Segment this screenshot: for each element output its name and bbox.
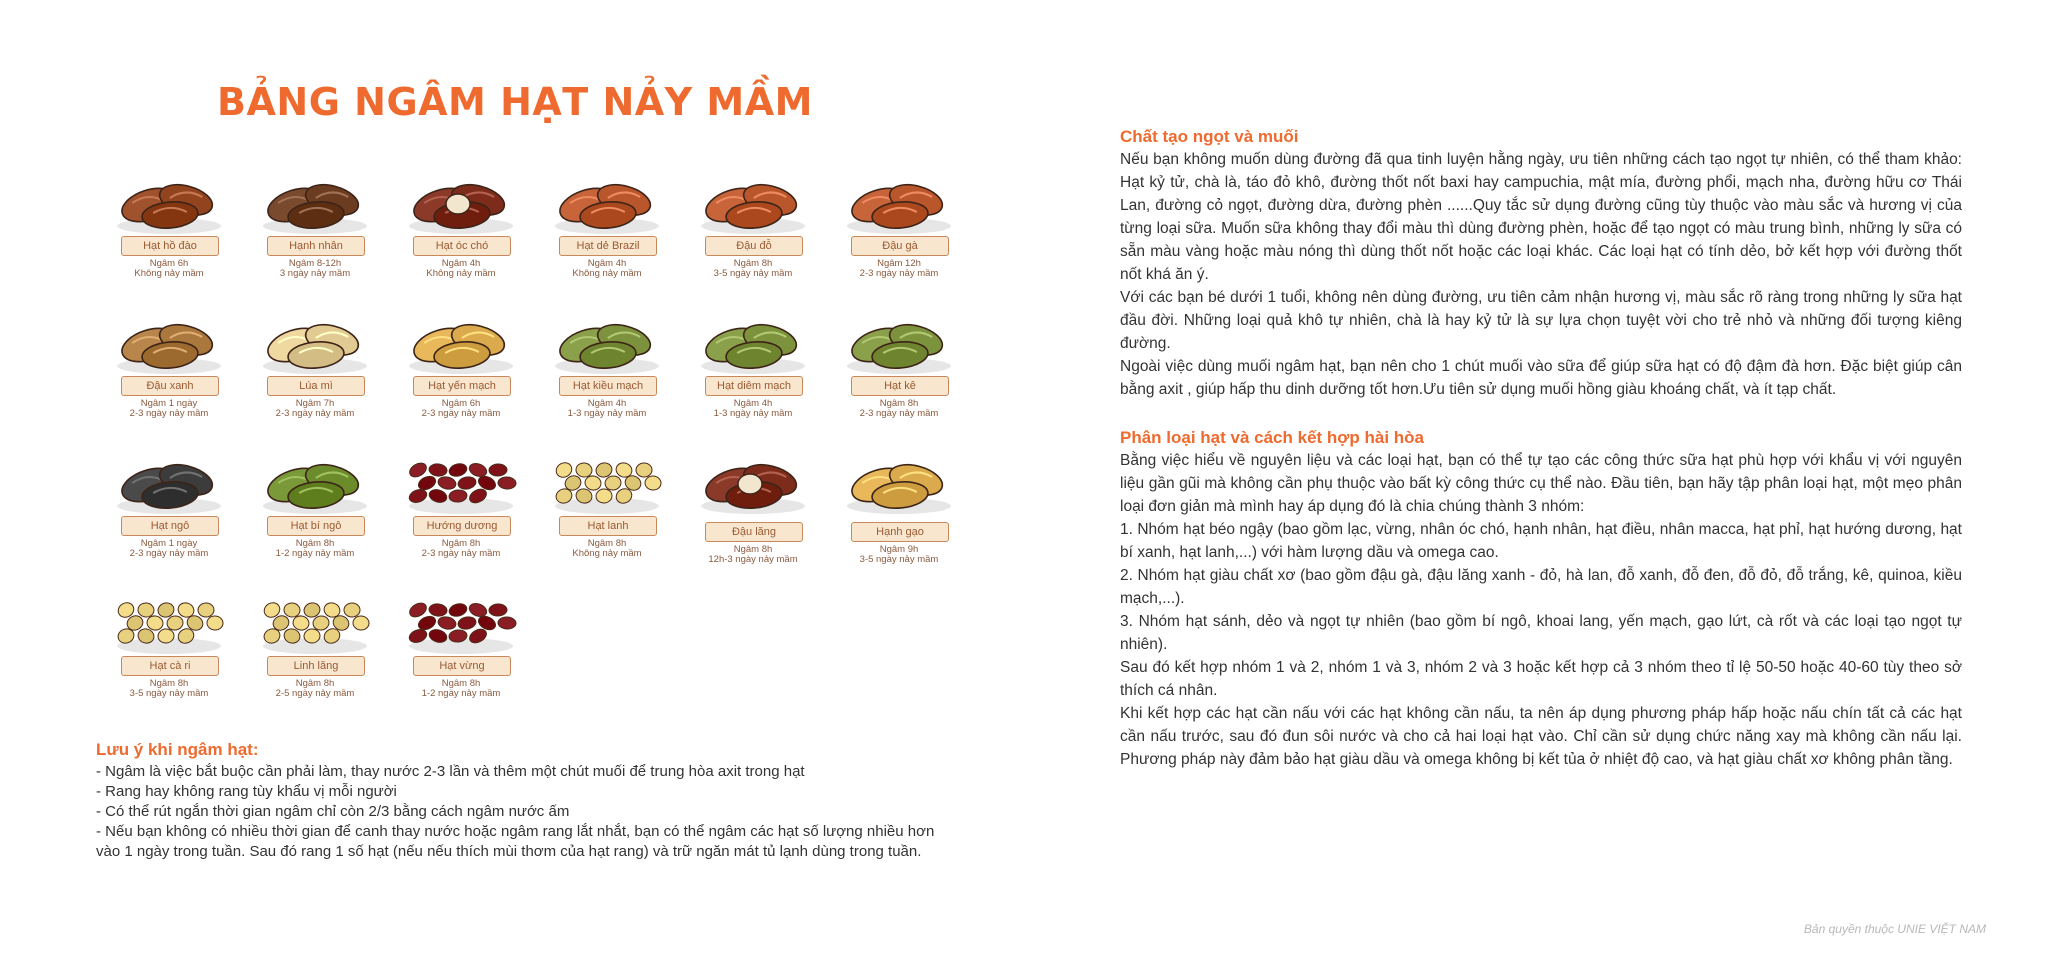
pistachio-icon (688, 300, 818, 378)
paragraph: 2. Nhóm hạt giàu chất xơ (bao gồm đậu gà, đậu lăng xanh - đỏ, hà lan, đỗ xanh, đỗ đen, đỗ đỏ, đỗ trắng, kê, quinoa, kiều mạch,...). (1120, 567, 1962, 607)
almond-icon (542, 160, 672, 238)
seed-name-label: Hạt dẻ Brazil (559, 236, 657, 256)
sprout-time: 2-3 ngày nảy mầm (421, 408, 501, 419)
soak-time: Ngâm 8h (587, 538, 627, 549)
page-title: BẢNG NGÂM HẠT NẢY MẦM (217, 80, 813, 124)
notes-heading: Lưu ý khi ngâm hạt: (96, 740, 259, 759)
soak-time: Ngâm 8h (879, 398, 919, 409)
sprout-time: 2-3 ngày nảy mầm (275, 408, 355, 419)
seed-card (242, 160, 388, 300)
soak-time: Ngâm 8h (149, 678, 189, 689)
grain-icon (104, 580, 234, 658)
seed-name-label: Đậu xanh (121, 376, 219, 396)
peanut-icon (396, 300, 526, 378)
seed-card (826, 440, 972, 580)
sprout-time: 3 ngày nảy mầm (279, 268, 351, 279)
right-column (1120, 126, 1962, 771)
paragraph: Ngoài việc dùng muối ngâm hạt, bạn nên cho 1 chút muối vào sữa để giúp sữa hạt có độ đậm đà hơn. Đặc biệt giúp cân bằng axit , giúp hấp thu dinh dưỡng tốt hơn.Ưu tiên sử dụng muối hồng giàu khoáng chất, và ít tạp chất. (1120, 358, 1962, 398)
soak-time: Ngâm 4h (587, 398, 627, 409)
sprout-time: 2-3 ngày nảy mầm (859, 408, 939, 419)
seed-card (680, 300, 826, 440)
section-heading: Chất tạo ngọt và muối (1120, 127, 1299, 146)
seed-card (826, 300, 972, 440)
soak-time: Ngâm 1 ngày (140, 398, 198, 409)
paragraph: Bằng việc hiểu về nguyên liệu và các loại hạt, bạn có thể tự tạo các công thức sữa hạt phù hợp với khẩu vị với nguyên liệu gần gũi mà không cần phụ thuộc vào bất kỳ công thức cụ thể nào. Đầu tiên, bạn hãy tập phân loại hạt, một mẹo phân loại đơn giản mà mình hay áp dụng đó là chia chúng thành 3 nhóm: (1120, 452, 1962, 515)
soak-time: Ngâm 8h (295, 678, 335, 689)
seed-name-label: Hạnh gạo (851, 522, 949, 542)
seed-card (242, 580, 388, 720)
seed-name-label: Đậu gà (851, 236, 949, 256)
sprout-time: 1-2 ngày nảy mầm (275, 548, 355, 559)
sprout-time: 2-3 ngày nảy mầm (421, 548, 501, 559)
seed-name-label: Lúa mì (267, 376, 365, 396)
red-bean-icon (396, 580, 526, 658)
pistachio-icon (542, 300, 672, 378)
seed-card (96, 160, 242, 300)
peanut-icon (834, 440, 964, 518)
note-line: - Có thể rút ngắn thời gian ngâm chỉ còn 2/3 bằng cách ngâm nước ấm (96, 803, 570, 820)
soak-time: Ngâm 9h (879, 544, 919, 555)
sprout-time: 12h-3 ngày nảy mầm (708, 554, 798, 565)
cashew-icon (250, 300, 380, 378)
soak-time: Ngâm 6h (149, 258, 189, 269)
seed-card (242, 300, 388, 440)
sprout-time: 1-3 ngày nảy mầm (567, 408, 647, 419)
seed-card (388, 440, 534, 580)
copyright-text: Bản quyền thuộc UNIE VIỆT NAM (1803, 922, 1986, 936)
seed-name-label: Hạt cà ri (121, 656, 219, 676)
walnut-icon (104, 300, 234, 378)
seed-name-label: Hướng dương (413, 516, 511, 536)
section-heading: Phân loại hạt và cách kết hợp hài hòa (1120, 428, 1424, 447)
seed-name-label: Hạt kê (851, 376, 949, 396)
paragraph: 3. Nhóm hạt sánh, dẻo và ngọt tự nhiên (bao gồm bí ngô, khoai lang, yến mạch, gạo lứt, cà rốt và các loại tạo ngọt tự nhiên). (1120, 613, 1962, 653)
sprout-time: Không nảy mầm (134, 268, 204, 279)
paragraph: Khi kết hợp các hạt cần nấu với các hạt không cần nấu, ta nên áp dụng phương pháp hấp hoặc nấu chín tất cả các hạt cần nấu trước, sau đó đun sôi nước và cho cả hai loại hạt vào. Chỉ cần sử dụng chức năng xay mà không cần nấu lại. Phương pháp này đảm bảo hạt giàu dầu và omega không bị kết tủa ở nhiệt độ cao, và hạt giàu chất xơ không phân tầng. (1120, 705, 1962, 768)
pumpkin-seed-icon (250, 440, 380, 518)
seed-name-label: Hạt vừng (413, 656, 511, 676)
soak-time: Ngâm 7h (295, 398, 335, 409)
paragraph: Sau đó kết hợp nhóm 1 và 2, nhóm 1 và 3, nhóm 2 và 3 hoặc kết hợp cả 3 nhóm theo tỉ lệ 50-50 hoặc 40-60 tùy theo sở thích cá nhân. (1120, 659, 1962, 699)
seed-name-label: Hạt hồ đào (121, 236, 219, 256)
sprout-time: 3-5 ngày nảy mầm (129, 688, 209, 699)
seed-card (680, 440, 826, 580)
seed-card (388, 160, 534, 300)
seed-name-label: Đậu đỗ (705, 236, 803, 256)
pistachio-icon (834, 300, 964, 378)
sprout-time: 2-5 ngày nảy mầm (275, 688, 355, 699)
sprout-time: Không nảy mầm (426, 268, 496, 279)
sprout-time: Không nảy mầm (572, 548, 642, 559)
hazelnut-icon (396, 160, 526, 238)
almond-icon (834, 160, 964, 238)
seed-name-label: Hạt ngô (121, 516, 219, 536)
seed-name-label: Hạnh nhân (267, 236, 365, 256)
seed-name-label: Hạt diêm mạch (705, 376, 803, 396)
sprout-time: 2-3 ngày nảy mầm (129, 408, 209, 419)
soak-time: Ngâm 8h (295, 538, 335, 549)
note-line: - Rang hay không rang tùy khẩu vị mỗi người (96, 783, 397, 800)
grain-icon (250, 580, 380, 658)
soak-time: Ngâm 4h (441, 258, 481, 269)
soak-time: Ngâm 8-12h (288, 258, 342, 269)
seed-card (96, 300, 242, 440)
soak-time: Ngâm 8h (441, 678, 481, 689)
sprout-time: Không nảy mầm (572, 268, 642, 279)
seed-card (96, 440, 242, 580)
seed-name-label: Đậu lăng (705, 522, 803, 542)
seed-card (388, 300, 534, 440)
seed-name-label: Linh lăng (267, 656, 365, 676)
seed-card (534, 160, 680, 300)
sprout-time: 3-5 ngày nảy mầm (859, 554, 939, 565)
paragraph: Nếu bạn không muốn dùng đường đã qua tinh luyện hằng ngày, ưu tiên những cách tạo ngọt tự nhiên, có thể tham khảo: Hạt kỷ tử, chà là, táo đỏ khô, đường thốt nốt baxi hay campuchia, mật mía, đường phổi, mạch nha, đường hữu cơ Thái Lan, đường cỏ ngọt, đường dừa, đường phèn ......Quy tắc sử dụng đường cũng tùy thuộc vào màu sắc và hương vị của từng loại sữa. Muốn sữa không thay đổi màu thì dùng đường phèn, hoặc để tạo ngọt có màu trung bình, những ly sữa có sẵn màu vàng hoặc màu nóng thì dùng thốt nốt hoặc các loại khác. Các loại hạt có tính dẻo, bở kết hợp với đường thốt nốt khá ăn ý. (1120, 151, 1962, 283)
seed-name-label: Hạt bí ngô (267, 516, 365, 536)
seed-card (242, 440, 388, 580)
seed-card (388, 580, 534, 720)
sunflower-seed-icon (104, 440, 234, 518)
hazelnut-icon (688, 440, 818, 518)
sprout-time: 1-2 ngày nảy mầm (421, 688, 501, 699)
soak-time: Ngâm 6h (441, 398, 481, 409)
seed-card (534, 300, 680, 440)
seed-card (96, 580, 242, 720)
seed-name-label: Hạt óc chó (413, 236, 511, 256)
note-line: - Ngâm là việc bắt buộc cần phải làm, thay nước 2-3 lần và thêm một chút muối để trung hòa axit trong hạt (96, 763, 805, 780)
grain-icon (542, 440, 672, 518)
soak-time: Ngâm 12h (877, 258, 921, 269)
sprout-time: 3-5 ngày nảy mầm (713, 268, 793, 279)
sprout-time: 2-3 ngày nảy mầm (859, 268, 939, 279)
pecan-icon (104, 160, 234, 238)
seed-name-label: Hạt lanh (559, 516, 657, 536)
soak-time: Ngâm 8h (441, 538, 481, 549)
note-line: - Nếu bạn không có nhiều thời gian để canh thay nước hoặc ngâm rang lắt nhắt, bạn có thể ngâm các hạt số lượng nhiều hơn vào 1 ngày trong tuần. Sau đó rang 1 số hạt (nếu nếu thích mùi thơm của hạt rang) và trữ ngăn mát tủ lạnh dùng trong tuần. (96, 823, 935, 860)
paragraph: Với các bạn bé dưới 1 tuổi, không nên dùng đường, ưu tiên cảm nhận hương vị, màu sắc rõ ràng trong những ly sữa hạt đầu đời. Những loại quả khô tự nhiên, chà là hay kỷ tử là sự lựa chọn tuyệt vời cho trẻ nhỏ và những đối tượng kiêng đường. (1120, 289, 1962, 352)
seed-card (680, 160, 826, 300)
soak-time: Ngâm 8h (733, 258, 773, 269)
red-bean-icon (396, 440, 526, 518)
seed-name-label: Hạt yến mạch (413, 376, 511, 396)
seed-card (826, 160, 972, 300)
soak-time: Ngâm 8h (733, 544, 773, 555)
seed-name-label: Hạt kiều mạch (559, 376, 657, 396)
almond-icon (688, 160, 818, 238)
soaking-notes (96, 740, 946, 862)
soak-time: Ngâm 4h (733, 398, 773, 409)
soak-time: Ngâm 4h (587, 258, 627, 269)
soak-time: Ngâm 1 ngày (140, 538, 198, 549)
paragraph: 1. Nhóm hạt béo ngậy (bao gồm lạc, vừng, nhân óc chó, hạnh nhân, hạt điều, nhân macca, hạt phỉ, hạt hướng dương, hạt bí xanh, hạt lanh,...) với hàm lượng dầu và omega cao. (1120, 521, 1962, 561)
sprout-time: 1-3 ngày nảy mầm (713, 408, 793, 419)
sprout-time: 2-3 ngày nảy mầm (129, 548, 209, 559)
brazil-nut-icon (250, 160, 380, 238)
seed-card (534, 440, 680, 580)
